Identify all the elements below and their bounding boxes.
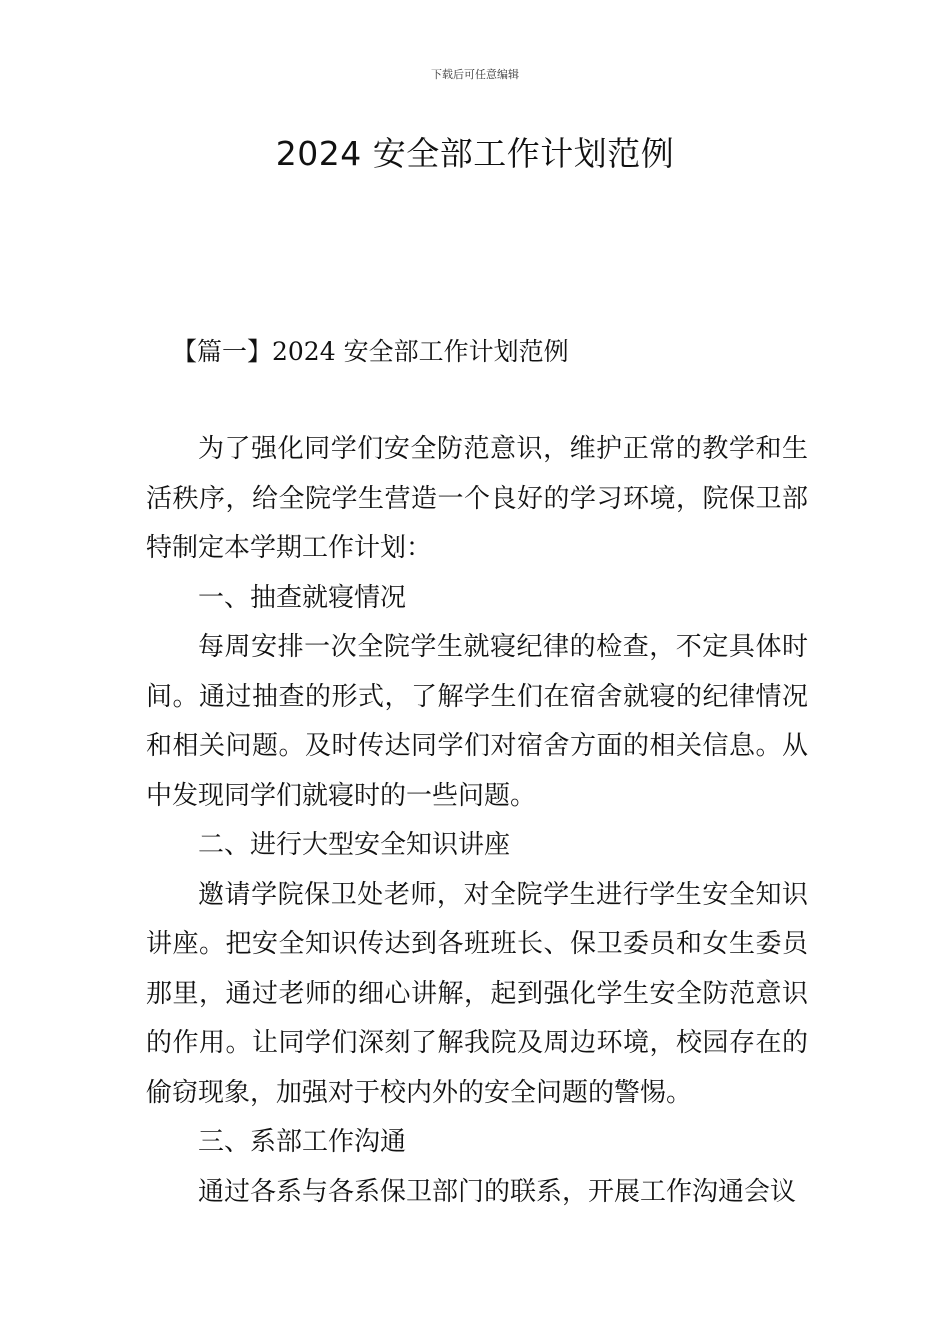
subheading-3: 三、系部工作沟通 xyxy=(198,1127,407,1157)
section-heading: 【篇一】2024 安全部工作计划范例 xyxy=(172,337,569,366)
subheading-2: 二、进行大型安全知识讲座 xyxy=(198,830,511,860)
paragraph-3: 通过各系与各系保卫部门的联系，开展工作沟通会议 xyxy=(198,1176,797,1207)
document-title: 2024 安全部工作计划范例 xyxy=(275,134,675,173)
paragraph-1: 每周安排一次全院学生就寝纪律的检查，不定具体时间。通过抽查的形式，了解学生们在宿舍就寝的纪律情况和相关问题。及时传达同学们对宿舍方面的相关信息。从中发现同学们就寝时的一些问题。 xyxy=(146,632,808,811)
paragraph-2: 邀请学院保卫处老师，对全院学生进行学生安全知识讲座。把安全知识传达到各班班长、保卫委员和女生委员那里，通过老师的细心讲解，起到强化学生安全防范意识的作用。让同学们深刻了解我院及周边环境，校园存在的偷窃现象，加强对于校内外的安全问题的警惕。 xyxy=(146,879,808,1108)
header-note: 下载后可任意编辑 xyxy=(431,68,519,81)
subheading-1: 一、抽查就寝情况 xyxy=(198,582,407,613)
document-body xyxy=(146,425,808,1217)
paragraph-intro: 为了强化同学们安全防范意识，维护正常的教学和生活秩序，给全院学生营造一个良好的学习环境，院保卫部特制定本学期工作计划： xyxy=(146,434,808,563)
